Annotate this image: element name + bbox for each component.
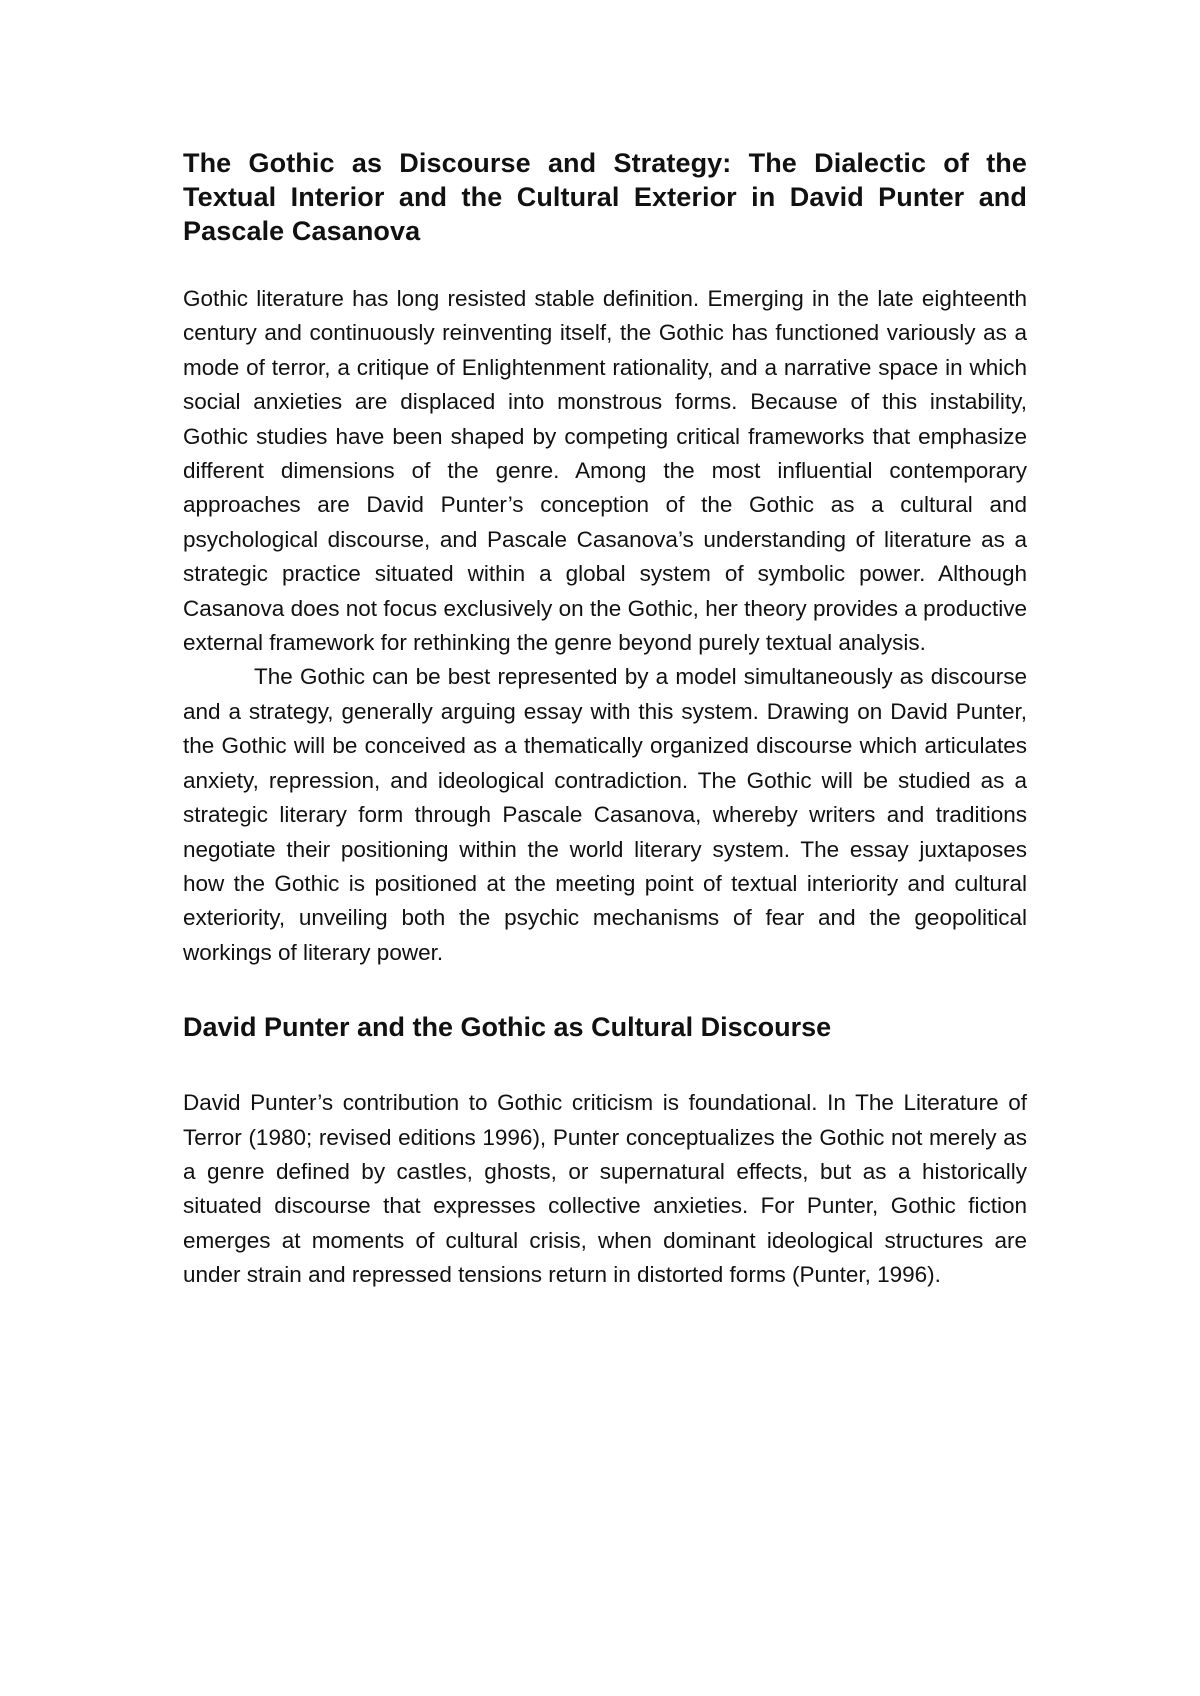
document-title: The Gothic as Discourse and Strategy: The Dialectic of the Textual Interior and the Cultural Exterior in David Punter and Pascale Casanova xyxy=(183,148,1027,246)
document-body xyxy=(183,146,1027,1293)
section-heading: David Punter and the Gothic as Cultural Discourse xyxy=(183,1012,832,1043)
section-paragraph: David Punter’s contribution to Gothic criticism is foundational. In The Literature of Terror (1980; revised editions 1996), Punter conceptualizes the Gothic not merely as a genre defined by castles, ghosts, or supernatural effects, but as a historically situated discourse that expresses collective anxieties. For Punter, Gothic fiction emerges at moments of cultural crisis, when dominant ideological structures are under strain and repressed tensions return in distorted forms (Punter, 1996). xyxy=(183,1090,1027,1288)
intro-paragraph-1: Gothic literature has long resisted stable definition. Emerging in the late eighteenth century and continuously reinventing itself, the Gothic has functioned variously as a mode of terror, a critique of Enlightenment rationality, and a narrative space in which social anxieties are displaced into monstrous forms. Because of this instability, Gothic studies have been shaped by competing critical frameworks that emphasize different dimensions of the genre. Among the most influential contemporary approaches are David Punter’s conception of the Gothic as a cultural and psychological discourse, and Pascale Casanova’s understanding of literature as a strategic practice situated within a global system of symbolic power. Although Casanova does not focus exclusively on the Gothic, her theory provides a productive external framework for rethinking the genre beyond purely textual analysis. xyxy=(183,286,1027,656)
intro-paragraph-2: The Gothic can be best represented by a model simultaneously as discourse and a strategy, generally arguing essay with this system. Drawing on David Punter, the Gothic will be conceived as a thematically organized discourse which articulates anxiety, repression, and ideological contradiction. The Gothic will be studied as a strategic literary form through Pascale Casanova, whereby writers and traditions negotiate their positioning within the world literary system. The essay juxtaposes how the Gothic is positioned at the meeting point of textual interiority and cultural exteriority, unveiling both the psychic mechanisms of fear and the geopolitical workings of literary power. xyxy=(183,664,1027,965)
